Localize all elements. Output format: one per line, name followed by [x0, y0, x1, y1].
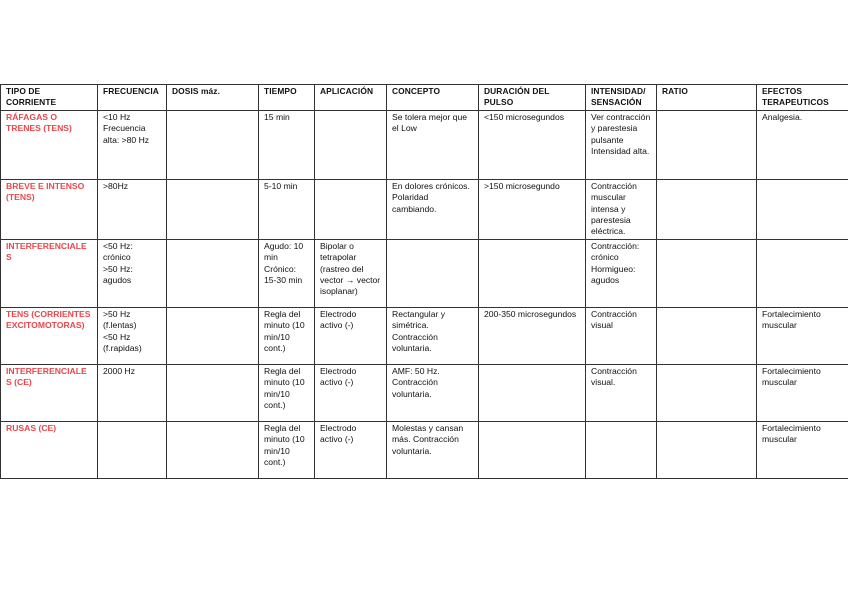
cell-text: Contracción visual. [591, 365, 637, 388]
cell-text: Frecuencia alta: >80 Hz [103, 123, 150, 145]
cell-tipo: TENS (CORRIENTES EXCITOMOTORAS) [1, 307, 98, 364]
cell-text: Electrodo activo (-) [320, 308, 357, 331]
header-ratio: RATIO [657, 85, 757, 111]
cell-frecuencia [98, 179, 167, 239]
cell-text: Contracción muscular intensa y parestesia eléctrica. [591, 180, 637, 237]
cell-efectos [757, 364, 848, 421]
header-concepto: CONCEPTO [387, 85, 479, 111]
cell-concepto [387, 421, 479, 478]
cell-text: Rectangular y simétrica. Contracción voluntaria. [392, 308, 446, 354]
cell-efectos [757, 239, 848, 307]
header-aplicacion: APLICACIÓN [315, 85, 387, 111]
header-intensidad: INTENSIDAD/ SENSACIÓN [586, 85, 657, 111]
cell-text: >50 Hz: agudos [103, 263, 133, 286]
cell-text: Electrodo activo (-) [320, 365, 357, 388]
cell-concepto [387, 179, 479, 239]
cell-aplicacion [315, 364, 387, 421]
cell-efectos [757, 179, 848, 239]
cell-text: >150 microsegundo [484, 180, 560, 191]
cell-text: 5-10 min [264, 180, 298, 191]
cell-frecuencia [98, 364, 167, 421]
cell-text: <50 Hz (f.rapidas) [103, 331, 142, 354]
cell-ratio [657, 307, 757, 364]
cell-concepto [387, 364, 479, 421]
cell-text: Fortalecimiento muscular [762, 308, 821, 331]
header-tipo: TIPO DE CORRIENTE [1, 85, 98, 111]
cell-frecuencia [98, 307, 167, 364]
cell-text: Ver contracción y parestesia pulsante [591, 111, 651, 145]
cell-text: Contracción visual [591, 308, 637, 331]
cell-text: Bipolar o tetrapolar (rastreo del vector → vector isoplanar) [320, 240, 381, 297]
cell-aplicacion [315, 307, 387, 364]
cell-tipo: RUSAS (CE) [1, 421, 98, 478]
cell-text: Electrodo activo (-) [320, 422, 357, 445]
header-row [1, 85, 848, 111]
cell-text: 2000 Hz [103, 365, 136, 376]
cell-concepto [387, 110, 479, 179]
cell-duracion [479, 110, 586, 179]
cell-intensidad [586, 179, 657, 239]
cell-text: Contracción: crónico [591, 240, 640, 263]
currents-table [0, 84, 848, 479]
cell-text: Fortalecimiento muscular [762, 365, 821, 388]
cell-text: AMF: 50 Hz. Contracción voluntaria. [392, 365, 440, 399]
cell-tipo: BREVE E INTENSO (TENS) [1, 179, 98, 239]
cell-tiempo [259, 179, 315, 239]
cell-dosis [167, 421, 259, 478]
table-row [1, 110, 848, 179]
cell-aplicacion [315, 421, 387, 478]
header-tiempo: TIEMPO [259, 85, 315, 111]
cell-tipo: RÁFAGAS O TRENES (TENS) [1, 110, 98, 179]
cell-intensidad [586, 307, 657, 364]
cell-tiempo [259, 307, 315, 364]
cell-dosis [167, 179, 259, 239]
cell-text: 200-350 microsegundos [484, 308, 577, 319]
header-frecuencia: FRECUENCIA [98, 85, 167, 111]
cell-text: 15 min [264, 111, 290, 122]
cell-text: Agudo: 10 min [264, 240, 304, 263]
cell-text: Molestas y cansan más. Contracción voluntaria. [392, 422, 464, 456]
cell-efectos [757, 421, 848, 478]
cell-efectos [757, 307, 848, 364]
cell-dosis [167, 239, 259, 307]
cell-tiempo [259, 110, 315, 179]
cell-concepto [387, 239, 479, 307]
cell-text: Hormigueo: agudos [591, 263, 636, 286]
cell-duracion [479, 179, 586, 239]
cell-ratio [657, 421, 757, 478]
cell-dosis [167, 110, 259, 179]
cell-duracion [479, 307, 586, 364]
cell-text: Analgesia. [762, 111, 803, 122]
cell-ratio [657, 179, 757, 239]
cell-frecuencia [98, 421, 167, 478]
cell-intensidad [586, 239, 657, 307]
header-duracion: DURACIÓN DEL PULSO [479, 85, 586, 111]
cell-frecuencia [98, 110, 167, 179]
table-row [1, 179, 848, 239]
cell-duracion [479, 421, 586, 478]
cell-intensidad [586, 364, 657, 421]
cell-concepto [387, 307, 479, 364]
table-row [1, 364, 848, 421]
table-row [1, 421, 848, 478]
header-efectos: EFECTOS TERAPEUTICOS [757, 85, 848, 111]
cell-text: Fortalecimiento muscular [762, 422, 821, 445]
cell-text: Regla del minuto (10 min/10 cont.) [264, 365, 305, 411]
cell-text: <150 microsegundos [484, 111, 565, 122]
cell-text: Crónico: 15-30 min [264, 263, 303, 286]
cell-text: Regla del minuto (10 min/10 cont.) [264, 422, 305, 468]
cell-aplicacion [315, 110, 387, 179]
cell-ratio [657, 110, 757, 179]
header-dosis: DOSIS máz. [167, 85, 259, 111]
cell-ratio [657, 239, 757, 307]
cell-tipo: INTERFERENCIALES (CE) [1, 364, 98, 421]
cell-intensidad [586, 110, 657, 179]
cell-duracion [479, 364, 586, 421]
cell-aplicacion [315, 179, 387, 239]
cell-text: Intensidad alta. [591, 146, 650, 157]
cell-efectos [757, 110, 848, 179]
cell-dosis [167, 364, 259, 421]
cell-text: Se tolera mejor que el Low [392, 111, 467, 134]
cell-text: Regla del minuto (10 min/10 cont.) [264, 308, 305, 354]
cell-aplicacion [315, 239, 387, 307]
cell-tiempo [259, 421, 315, 478]
cell-frecuencia [98, 239, 167, 307]
cell-dosis [167, 307, 259, 364]
cell-ratio [657, 364, 757, 421]
cell-text: >80Hz [103, 180, 129, 191]
table-row [1, 239, 848, 307]
cell-text: <50 Hz: crónico [103, 240, 133, 263]
cell-tiempo [259, 239, 315, 307]
cell-intensidad [586, 421, 657, 478]
cell-duracion [479, 239, 586, 307]
cell-tipo: INTERFERENCIALES [1, 239, 98, 307]
cell-text: >50 Hz (f.lentas) [103, 308, 137, 331]
cell-tiempo [259, 364, 315, 421]
table-row [1, 307, 848, 364]
cell-text: En dolores crónicos. Polaridad cambiando. [392, 180, 470, 214]
cell-text: <10 Hz [103, 111, 131, 122]
